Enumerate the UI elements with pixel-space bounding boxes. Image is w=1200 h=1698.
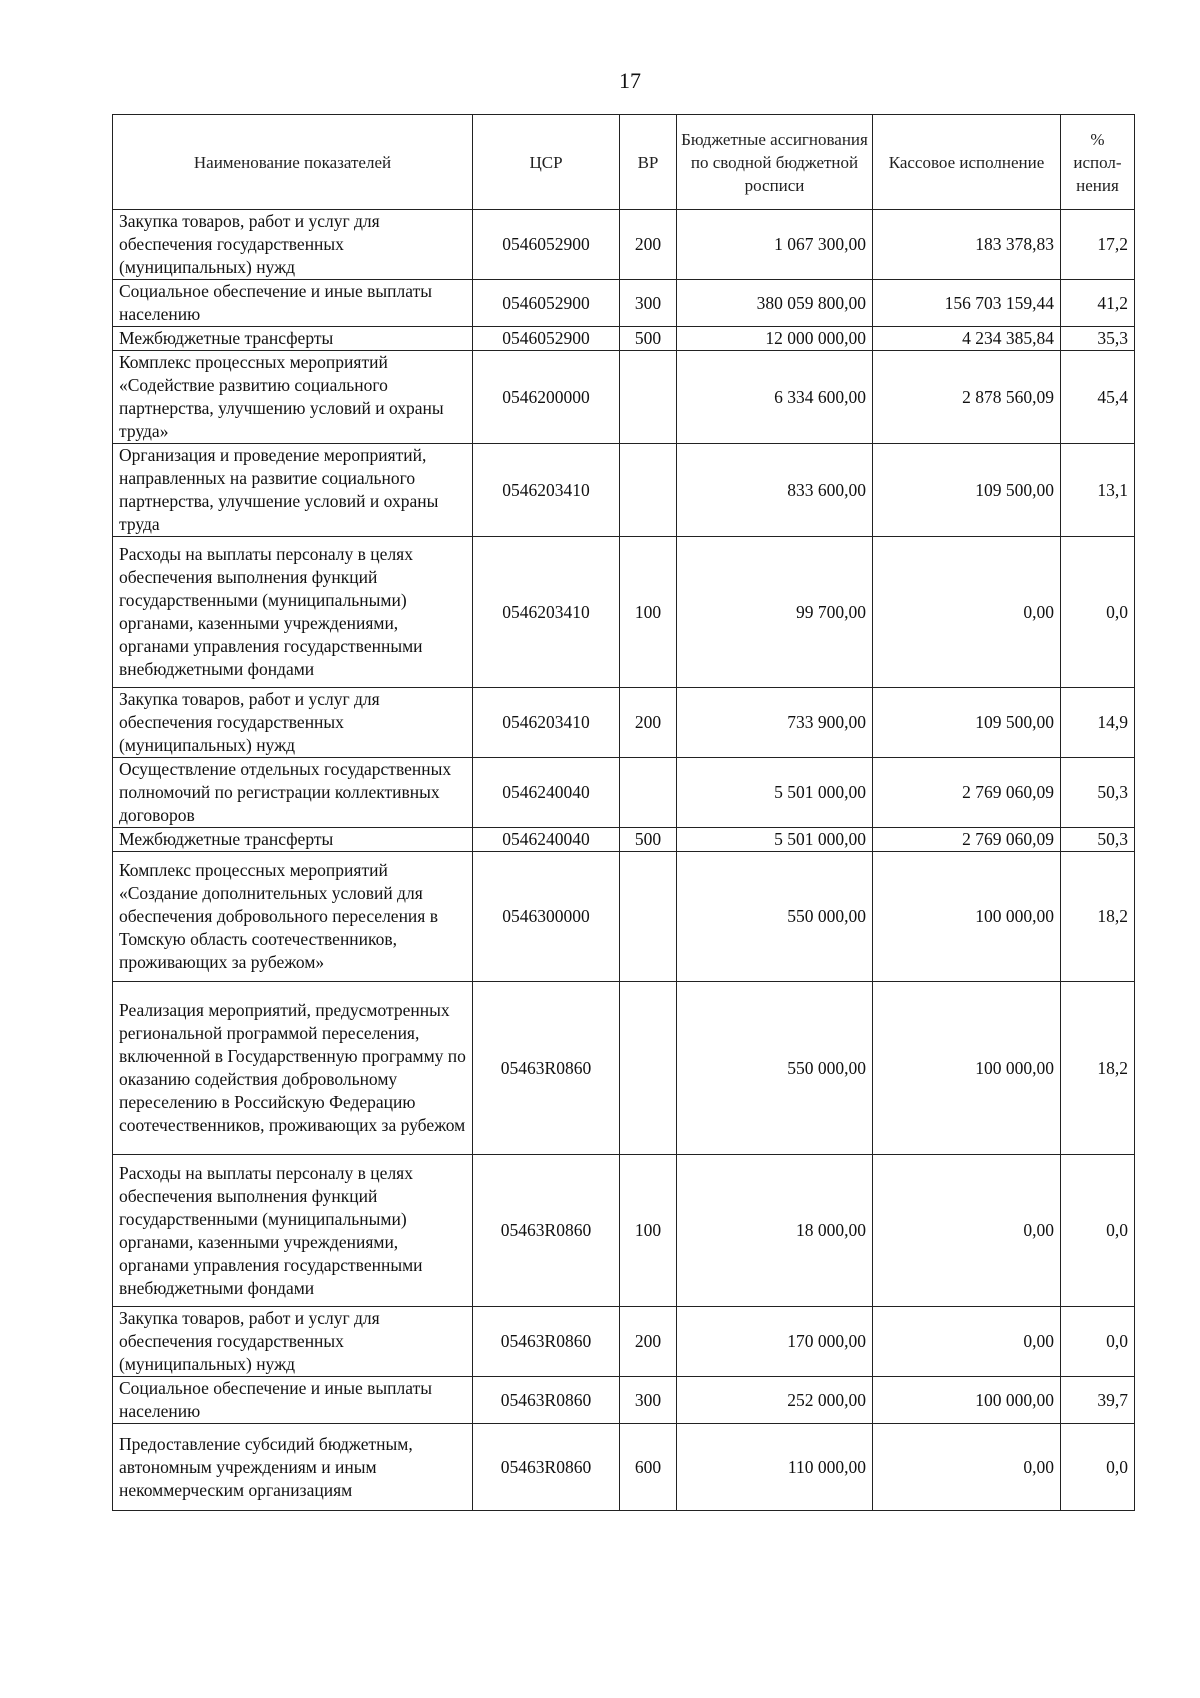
row-budget-cell: 6 334 600,00	[677, 351, 873, 444]
row-pct-cell: 35,3	[1061, 327, 1135, 351]
page-number: 17	[619, 68, 641, 93]
table-row	[113, 210, 1135, 280]
row-csr-cell: 0546200000	[473, 351, 620, 444]
row-name-cell: Расходы на выплаты персоналу в целях обеспечения выполнения функций государственными (муниципальными) органами, казенными учреждениями, органами управления государственными внебюджетными фондами	[113, 537, 473, 688]
row-cash-cell: 100 000,00	[873, 1377, 1061, 1424]
row-cash-cell: 2 769 060,09	[873, 758, 1061, 828]
row-vr-cell	[620, 758, 677, 828]
row-vr-cell: 200	[620, 1307, 677, 1377]
row-name-cell: Расходы на выплаты персоналу в целях обеспечения выполнения функций государственными (муниципальными) органами, казенными учреждениями, органами управления государственными внебюджетными фондами	[113, 1155, 473, 1307]
table-row	[113, 280, 1135, 327]
row-csr-cell: 05463R0860	[473, 1377, 620, 1424]
row-pct-cell: 39,7	[1061, 1377, 1135, 1424]
row-budget-cell: 5 501 000,00	[677, 828, 873, 852]
row-csr-cell: 05463R0860	[473, 1155, 620, 1307]
row-cash-cell: 100 000,00	[873, 852, 1061, 982]
table-row	[113, 1377, 1135, 1424]
table-body	[113, 210, 1135, 1511]
row-name-cell: Закупка товаров, работ и услуг для обеспечения государственных (муниципальных) нужд	[113, 1307, 473, 1377]
row-name-cell: Межбюджетные трансферты	[113, 828, 473, 852]
row-budget-cell: 5 501 000,00	[677, 758, 873, 828]
column-header-vr: ВР	[620, 115, 677, 210]
row-budget-cell: 1 067 300,00	[677, 210, 873, 280]
row-pct-cell: 0,0	[1061, 1307, 1135, 1377]
row-name-cell: Закупка товаров, работ и услуг для обеспечения государственных (муниципальных) нужд	[113, 210, 473, 280]
column-header-cash: Кассовое исполнение	[873, 115, 1061, 210]
row-cash-cell: 183 378,83	[873, 210, 1061, 280]
table-row	[113, 444, 1135, 537]
row-csr-cell: 0546052900	[473, 210, 620, 280]
row-cash-cell: 2 878 560,09	[873, 351, 1061, 444]
row-csr-cell: 0546240040	[473, 828, 620, 852]
row-cash-cell: 4 234 385,84	[873, 327, 1061, 351]
row-vr-cell: 100	[620, 537, 677, 688]
row-budget-cell: 550 000,00	[677, 982, 873, 1155]
row-vr-cell: 300	[620, 280, 677, 327]
row-vr-cell: 200	[620, 688, 677, 758]
row-name-cell: Комплекс процессных мероприятий «Создание дополнительных условий для обеспечения добровольного переселения в Томскую область соотечественников, проживающих за рубежом»	[113, 852, 473, 982]
table-row	[113, 828, 1135, 852]
row-pct-cell: 45,4	[1061, 351, 1135, 444]
row-csr-cell: 05463R0860	[473, 1424, 620, 1511]
row-budget-cell: 252 000,00	[677, 1377, 873, 1424]
row-budget-cell: 110 000,00	[677, 1424, 873, 1511]
row-vr-cell	[620, 852, 677, 982]
row-vr-cell: 200	[620, 210, 677, 280]
row-name-cell: Реализация мероприятий, предусмотренных региональной программой переселения, включенной в Государственную программу по оказанию содействия добровольному переселению в Российскую Федерацию соотечественников, проживающих за рубежом	[113, 982, 473, 1155]
table-row	[113, 351, 1135, 444]
row-pct-cell: 18,2	[1061, 982, 1135, 1155]
row-pct-cell: 0,0	[1061, 1424, 1135, 1511]
row-pct-cell: 18,2	[1061, 852, 1135, 982]
table-row	[113, 537, 1135, 688]
row-cash-cell: 0,00	[873, 1307, 1061, 1377]
table-row	[113, 1307, 1135, 1377]
row-csr-cell: 05463R0860	[473, 982, 620, 1155]
row-pct-cell: 17,2	[1061, 210, 1135, 280]
row-name-cell: Закупка товаров, работ и услуг для обеспечения государственных (муниципальных) нужд	[113, 688, 473, 758]
row-vr-cell: 300	[620, 1377, 677, 1424]
row-pct-cell: 14,9	[1061, 688, 1135, 758]
table-row	[113, 1155, 1135, 1307]
row-vr-cell	[620, 982, 677, 1155]
row-csr-cell: 0546052900	[473, 327, 620, 351]
row-csr-cell: 0546300000	[473, 852, 620, 982]
column-header-budget: Бюджетные ассигнования по сводной бюджетной росписи	[677, 115, 873, 210]
row-budget-cell: 380 059 800,00	[677, 280, 873, 327]
table-row	[113, 982, 1135, 1155]
row-pct-cell: 41,2	[1061, 280, 1135, 327]
column-header-csr: ЦСР	[473, 115, 620, 210]
row-csr-cell: 0546203410	[473, 537, 620, 688]
row-budget-cell: 550 000,00	[677, 852, 873, 982]
row-budget-cell: 833 600,00	[677, 444, 873, 537]
budget-execution-table	[112, 114, 1135, 1511]
row-pct-cell: 50,3	[1061, 758, 1135, 828]
column-header-name: Наименование показателей	[113, 115, 473, 210]
table-row	[113, 688, 1135, 758]
row-cash-cell: 100 000,00	[873, 982, 1061, 1155]
table-header-row	[113, 115, 1135, 210]
row-cash-cell: 109 500,00	[873, 444, 1061, 537]
row-pct-cell: 0,0	[1061, 1155, 1135, 1307]
table-row	[113, 1424, 1135, 1511]
row-cash-cell: 0,00	[873, 1155, 1061, 1307]
row-csr-cell: 0546203410	[473, 688, 620, 758]
row-name-cell: Организация и проведение мероприятий, направленных на развитие социального партнерства, улучшение условий и охраны труда	[113, 444, 473, 537]
row-csr-cell: 0546052900	[473, 280, 620, 327]
row-csr-cell: 05463R0860	[473, 1307, 620, 1377]
row-vr-cell: 600	[620, 1424, 677, 1511]
row-vr-cell	[620, 351, 677, 444]
table-row	[113, 852, 1135, 982]
row-cash-cell: 156 703 159,44	[873, 280, 1061, 327]
row-vr-cell: 100	[620, 1155, 677, 1307]
row-pct-cell: 0,0	[1061, 537, 1135, 688]
table-row	[113, 327, 1135, 351]
row-budget-cell: 18 000,00	[677, 1155, 873, 1307]
row-vr-cell: 500	[620, 327, 677, 351]
row-budget-cell: 12 000 000,00	[677, 327, 873, 351]
row-csr-cell: 0546240040	[473, 758, 620, 828]
row-name-cell: Социальное обеспечение и иные выплаты населению	[113, 1377, 473, 1424]
table-row	[113, 758, 1135, 828]
row-vr-cell: 500	[620, 828, 677, 852]
row-name-cell: Межбюджетные трансферты	[113, 327, 473, 351]
row-pct-cell: 13,1	[1061, 444, 1135, 537]
row-name-cell: Осуществление отдельных государственных полномочий по регистрации коллективных договоров	[113, 758, 473, 828]
row-pct-cell: 50,3	[1061, 828, 1135, 852]
row-budget-cell: 170 000,00	[677, 1307, 873, 1377]
row-name-cell: Социальное обеспечение и иные выплаты населению	[113, 280, 473, 327]
row-csr-cell: 0546203410	[473, 444, 620, 537]
row-name-cell: Комплекс процессных мероприятий «Содействие развитию социального партнерства, улучшению условий и охраны труда»	[113, 351, 473, 444]
row-cash-cell: 2 769 060,09	[873, 828, 1061, 852]
row-name-cell: Предоставление субсидий бюджетным, автономным учреждениям и иным некоммерческим организациям	[113, 1424, 473, 1511]
row-cash-cell: 109 500,00	[873, 688, 1061, 758]
column-header-pct: % испол-нения	[1061, 115, 1135, 210]
row-cash-cell: 0,00	[873, 537, 1061, 688]
row-budget-cell: 99 700,00	[677, 537, 873, 688]
row-cash-cell: 0,00	[873, 1424, 1061, 1511]
row-budget-cell: 733 900,00	[677, 688, 873, 758]
row-vr-cell	[620, 444, 677, 537]
